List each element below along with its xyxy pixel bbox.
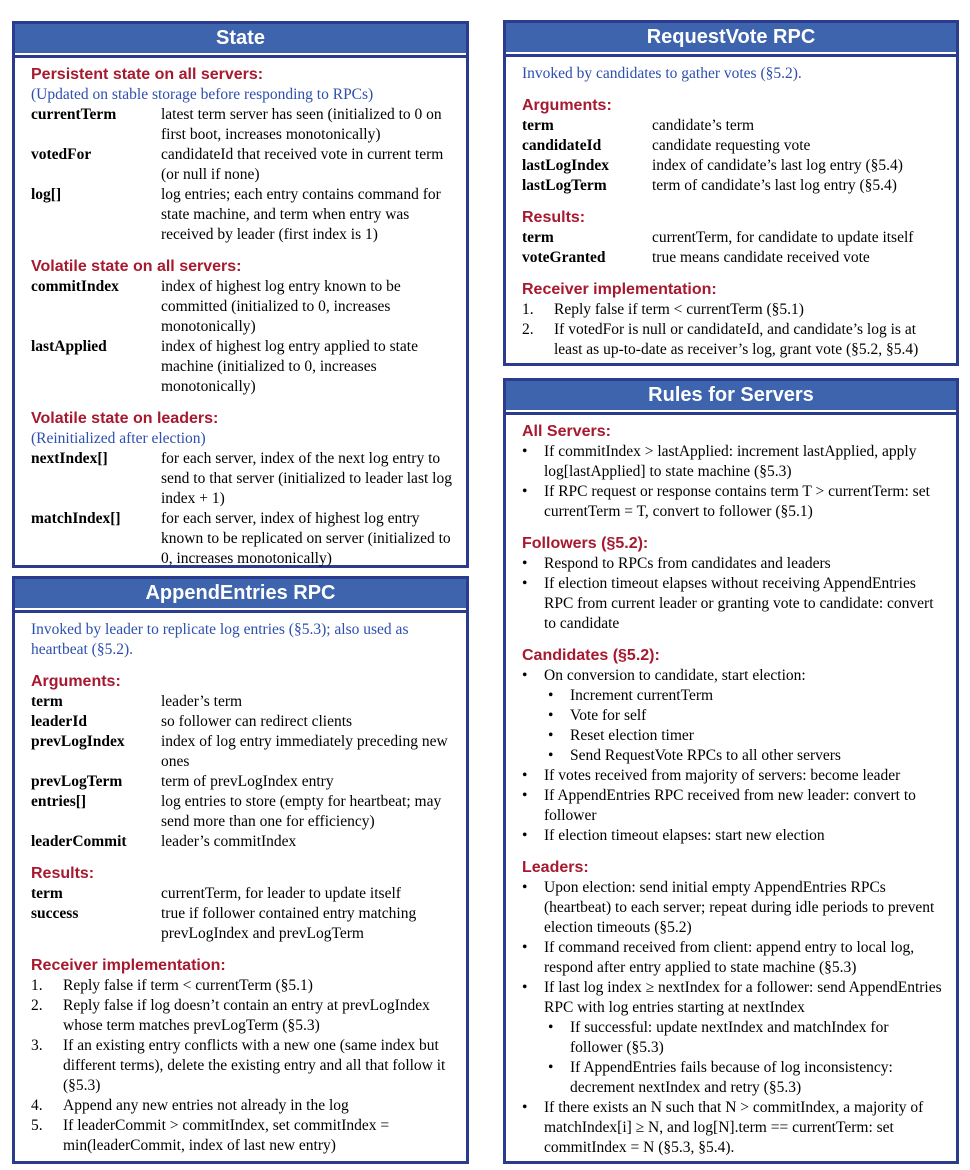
numbered-step [31, 1116, 454, 1156]
numbered-step [31, 976, 454, 996]
numbered-step [31, 1096, 454, 1116]
field-name: term [522, 117, 554, 134]
section-note: (Updated on stable storage before responding to RPCs) [31, 86, 374, 103]
section-heading: Candidates (§5.2): [522, 647, 660, 664]
section-heading: Followers (§5.2): [522, 535, 649, 552]
field-desc: term of candidate’s last log entry (§5.4) [652, 177, 897, 194]
bullet-item [522, 938, 944, 978]
state-box-title: State [15, 24, 466, 53]
field-desc: candidate’s term [652, 117, 754, 134]
sub-bullet-item [548, 1058, 944, 1098]
field-name: prevLogIndex [31, 733, 125, 750]
field-name: leaderCommit [31, 833, 127, 850]
step-number: 1. [31, 977, 43, 994]
field-desc: index of highest log entry known to be committed (initialized to 0, increases monotonically) [161, 278, 401, 335]
field-name: lastLogTerm [522, 177, 607, 194]
section-heading: Arguments: [31, 673, 121, 690]
bullet-text: Vote for self [570, 707, 647, 724]
bullet-marker [522, 786, 544, 826]
bullet-text: If AppendEntries RPC received from new leader: convert to follower [544, 787, 916, 824]
bullet-text: On conversion to candidate, start election: [544, 667, 806, 684]
bullet-marker [548, 726, 570, 746]
step-number: 3. [31, 1037, 43, 1054]
bullet-item [522, 554, 944, 574]
bullet-item [522, 786, 944, 826]
field-name: success [31, 905, 79, 922]
followers-group [522, 534, 944, 634]
numbered-step [31, 1036, 454, 1096]
section-heading: Leaders: [522, 859, 589, 876]
bullet-text: If election timeout elapses without receiving AppendEntries RPC from current leader or granting vote to candidate: convert to candidate [544, 575, 934, 632]
bullet-marker [548, 746, 570, 766]
field-name: prevLogTerm [31, 773, 123, 790]
bullet-item [522, 482, 944, 522]
field-name: log[] [31, 186, 62, 203]
field-desc: leader’s term [161, 693, 243, 710]
argument-entry [522, 176, 944, 196]
step-text: If an existing entry conflicts with a new one (same index but different terms), delete the existing entry and all that follow it (§5.3) [63, 1037, 446, 1094]
field-name: lastLogIndex [522, 157, 609, 174]
step-text: If leaderCommit > commitIndex, set commitIndex = min(leaderCommit, index of last new entry) [63, 1117, 390, 1154]
argument-entry [31, 832, 454, 852]
field-name: candidateId [522, 137, 602, 154]
step-number: 5. [31, 1117, 43, 1134]
field-desc: true if follower contained entry matching prevLogIndex and prevLogTerm [161, 905, 417, 942]
field-name: currentTerm [31, 106, 117, 123]
argument-entry [31, 692, 454, 712]
field-name: term [522, 229, 554, 246]
result-entry [31, 884, 454, 904]
state-box-body [15, 55, 466, 575]
result-entry [522, 248, 944, 268]
state-entry [31, 337, 454, 397]
state-entry [31, 105, 454, 145]
field-desc: log entries; each entry contains command for state machine, and term when entry was received by leader (first index is 1) [161, 186, 441, 243]
sub-bullet-item [548, 1018, 944, 1058]
section-heading: Receiver implementation: [522, 281, 717, 298]
field-desc: index of highest log entry applied to state machine (initialized to 0, increases monotonically) [161, 338, 418, 395]
field-name: entries[] [31, 793, 87, 810]
field-desc: latest term server has seen (initialized to 0 on first boot, increases monotonically) [161, 106, 442, 143]
field-desc: currentTerm, for leader to update itself [161, 885, 401, 902]
bullet-item [522, 574, 944, 634]
state-entry [31, 509, 454, 569]
arguments-section [522, 96, 944, 196]
bullet-marker [522, 938, 544, 978]
bullet-text: If AppendEntries fails because of log inconsistency: decrement nextIndex and retry (§5.3) [570, 1059, 893, 1096]
append-entries-box-body [15, 610, 466, 1162]
argument-entry [522, 136, 944, 156]
argument-entry [31, 732, 454, 772]
section-heading: Receiver implementation: [31, 957, 226, 974]
section-heading: Results: [31, 865, 95, 882]
argument-entry [31, 772, 454, 792]
argument-entry [522, 116, 944, 136]
sub-bullet-item [548, 706, 944, 726]
bullet-text: Increment currentTerm [570, 687, 714, 704]
field-desc: for each server, index of highest log entry known to be replicated on server (initialized to 0, increases monotonically) [161, 510, 451, 567]
field-name: term [31, 693, 63, 710]
persistent-state-section [31, 65, 454, 245]
state-entry [31, 145, 454, 185]
step-number: 1. [522, 301, 534, 318]
step-number: 4. [31, 1097, 43, 1114]
step-text: Reply false if term < currentTerm (§5.1) [554, 301, 804, 318]
field-desc: true means candidate received vote [652, 249, 870, 266]
append-entries-box [12, 576, 469, 1164]
all-servers-group [522, 422, 944, 522]
receiver-implementation-section [31, 956, 454, 1156]
argument-entry [31, 792, 454, 832]
state-entry [31, 449, 454, 509]
field-desc: index of candidate’s last log entry (§5.4) [652, 157, 903, 174]
field-name: nextIndex[] [31, 450, 108, 467]
bullet-text: If command received from client: append entry to local log, respond after entry applied to state machine (§5.3) [544, 939, 915, 976]
section-heading: Results: [522, 209, 586, 226]
results-section [31, 864, 454, 944]
field-desc: index of log entry immediately preceding new ones [161, 733, 448, 770]
bullet-marker [522, 442, 544, 482]
result-entry [31, 904, 454, 944]
bullet-marker [522, 666, 544, 686]
field-desc: term of prevLogIndex entry [161, 773, 334, 790]
bullet-text: If there exists an N such that N > commitIndex, a majority of matchIndex[i] ≥ N, and log[N].term == currentTerm: set commitIndex = N (§5.3, §5.4). [544, 1099, 924, 1156]
bullet-item [522, 766, 944, 786]
bullet-text: Upon election: send initial empty AppendEntries RPCs (heartbeat) to each server; repeat during idle periods to prevent election timeouts (§5.2) [544, 879, 935, 936]
arguments-section [31, 672, 454, 852]
bullet-item [522, 1098, 944, 1158]
field-name: commitIndex [31, 278, 119, 295]
numbered-step [522, 320, 944, 360]
step-number: 2. [31, 997, 43, 1014]
bullet-text: If election timeout elapses: start new election [544, 827, 825, 844]
field-name: term [31, 885, 63, 902]
bullet-text: If successful: update nextIndex and matchIndex for follower (§5.3) [570, 1019, 889, 1056]
bullet-marker [522, 978, 544, 1018]
volatile-state-all-section [31, 257, 454, 397]
argument-entry [522, 156, 944, 176]
step-text: Append any new entries not already in the log [63, 1097, 349, 1114]
rules-box-title: Rules for Servers [506, 381, 956, 410]
bullet-marker [548, 706, 570, 726]
result-entry [522, 228, 944, 248]
section-heading: Volatile state on all servers: [31, 258, 242, 275]
state-entry [31, 185, 454, 245]
step-number: 2. [522, 321, 534, 338]
field-desc: for each server, index of the next log entry to send to that server (initialized to leader last log index + 1) [161, 450, 452, 507]
sub-bullet-item [548, 686, 944, 706]
bullet-marker [522, 574, 544, 634]
bullet-item [522, 826, 944, 846]
field-desc: leader’s commitIndex [161, 833, 297, 850]
section-heading: Volatile state on leaders: [31, 410, 219, 427]
bullet-marker [522, 878, 544, 938]
bullet-marker [548, 686, 570, 706]
step-text: Reply false if term < currentTerm (§5.1) [63, 977, 313, 994]
bullet-text: If commitIndex > lastApplied: increment lastApplied, apply log[lastApplied] to state machine (§5.3) [544, 443, 917, 480]
bullet-marker [522, 482, 544, 522]
state-box [12, 21, 469, 568]
section-note: (Reinitialized after election) [31, 430, 206, 447]
field-name: leaderId [31, 713, 87, 730]
bullet-text: If votes received from majority of servers: become leader [544, 767, 901, 784]
state-entry [31, 277, 454, 337]
leaders-group [522, 858, 944, 1158]
field-desc: so follower can redirect clients [161, 713, 353, 730]
sub-bullet-item [548, 726, 944, 746]
bullet-item [522, 666, 944, 686]
bullet-marker [522, 826, 544, 846]
bullet-marker [522, 554, 544, 574]
numbered-step [522, 300, 944, 320]
bullet-item [522, 878, 944, 938]
request-vote-box-title: RequestVote RPC [506, 23, 956, 52]
rules-for-servers-box [503, 378, 959, 1164]
append-entries-box-title: AppendEntries RPC [15, 579, 466, 608]
field-name: voteGranted [522, 249, 606, 266]
numbered-step [31, 996, 454, 1036]
section-heading: Persistent state on all servers: [31, 66, 264, 83]
bullet-text: Respond to RPCs from candidates and leaders [544, 555, 831, 572]
invocation-note: Invoked by candidates to gather votes (§5.2). [522, 65, 802, 82]
step-text: If votedFor is null or candidateId, and candidate’s log is at least as up-to-date as receiver’s log, grant vote (§5.2, §5.4) [554, 321, 919, 358]
sub-bullet-item [548, 746, 944, 766]
bullet-marker [548, 1058, 570, 1098]
request-vote-box [503, 20, 959, 366]
invocation-note: Invoked by leader to replicate log entries (§5.3); also used as heartbeat (§5.2). [31, 621, 409, 658]
candidates-group [522, 646, 944, 846]
field-name: lastApplied [31, 338, 107, 355]
section-heading: All Servers: [522, 423, 611, 440]
bullet-text: If RPC request or response contains term T > currentTerm: set currentTerm = T, convert to follower (§5.1) [544, 483, 930, 520]
bullet-marker [522, 1098, 544, 1158]
section-heading: Arguments: [522, 97, 612, 114]
results-section [522, 208, 944, 268]
bullet-text: Reset election timer [570, 727, 694, 744]
receiver-implementation-section [522, 280, 944, 360]
bullet-marker [548, 1018, 570, 1058]
field-desc: log entries to store (empty for heartbeat; may send more than one for efficiency) [161, 793, 442, 830]
bullet-text: If last log index ≥ nextIndex for a follower: send AppendEntries RPC with log entries starting at nextIndex [544, 979, 942, 1016]
field-desc: candidate requesting vote [652, 137, 811, 154]
request-vote-box-body [506, 54, 956, 366]
field-name: votedFor [31, 146, 92, 163]
bullet-item [522, 442, 944, 482]
field-name: matchIndex[] [31, 510, 121, 527]
field-desc: candidateId that received vote in current term (or null if none) [161, 146, 444, 183]
bullet-text: Send RequestVote RPCs to all other servers [570, 747, 841, 764]
field-desc: currentTerm, for candidate to update itself [652, 229, 914, 246]
step-text: Reply false if log doesn’t contain an entry at prevLogIndex whose term matches prevLogTerm (§5.3) [63, 997, 430, 1034]
bullet-item [522, 978, 944, 1018]
argument-entry [31, 712, 454, 732]
bullet-marker [522, 766, 544, 786]
volatile-state-leaders-section [31, 409, 454, 569]
rules-box-body [506, 412, 956, 1164]
